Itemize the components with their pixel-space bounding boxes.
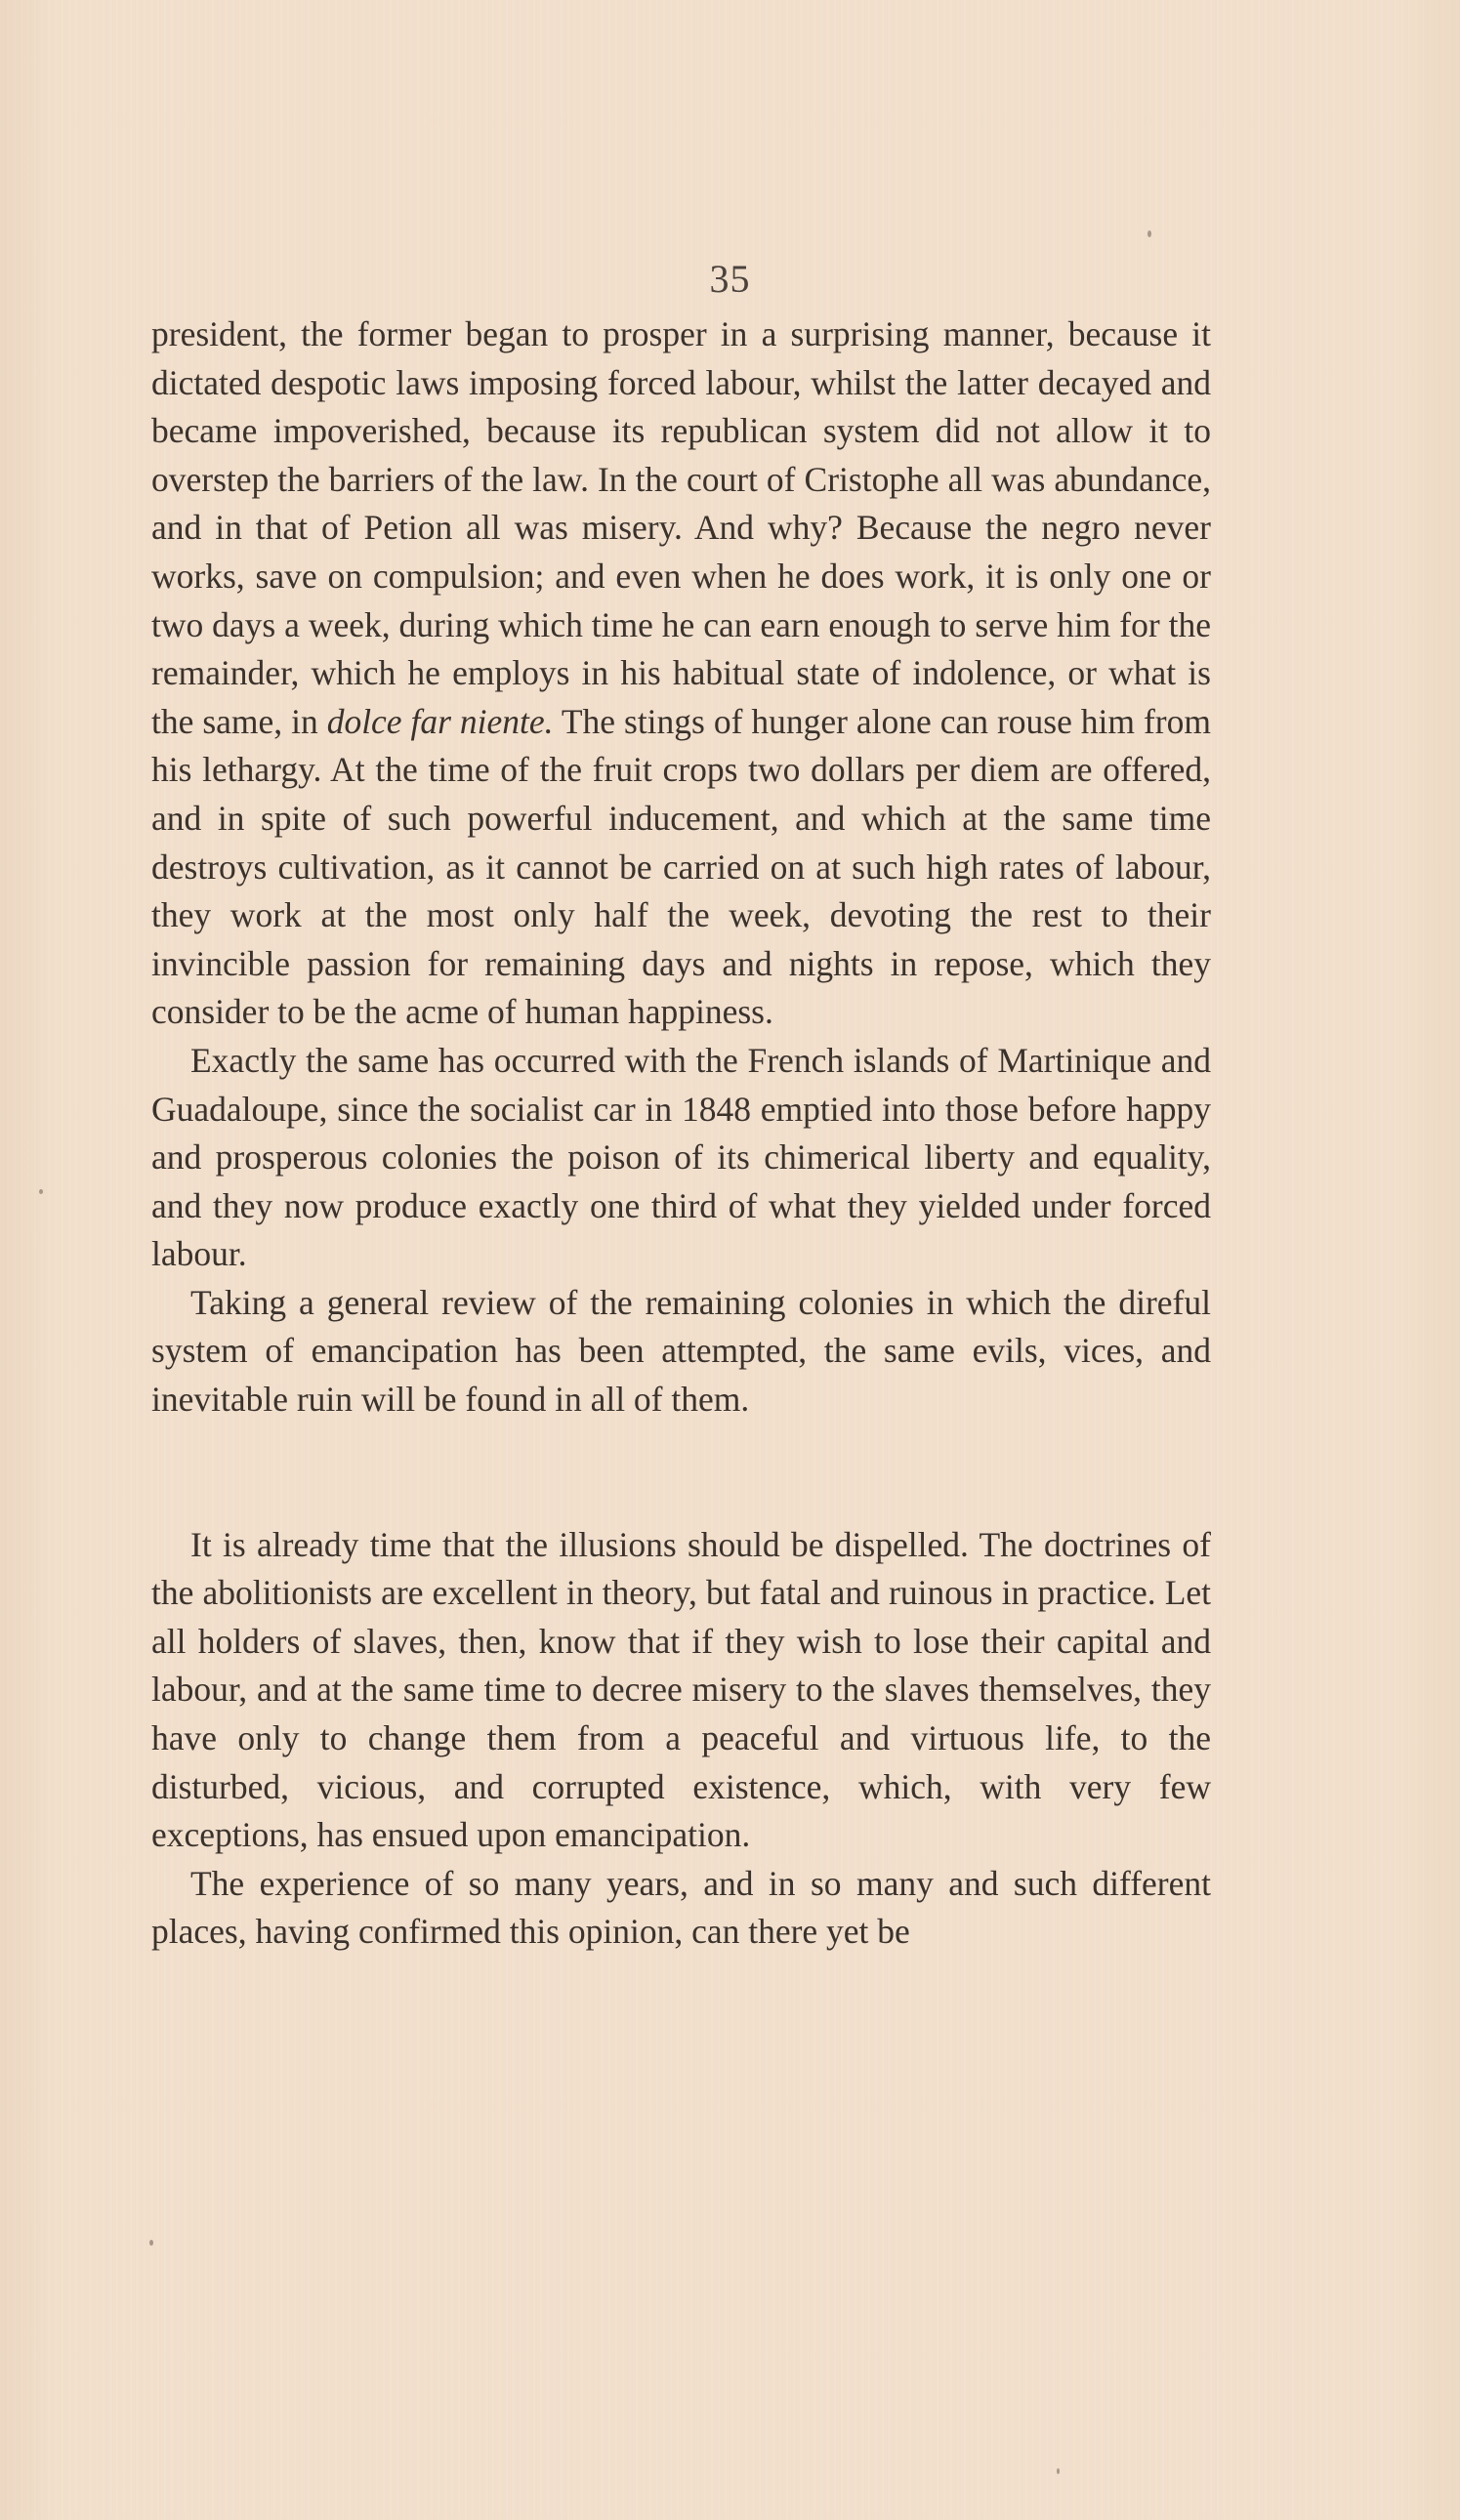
paragraph-continued bbox=[151, 310, 1211, 1037]
italic-phrase: dolce far niente. bbox=[326, 701, 554, 741]
paragraph: The experience of so many years, and in so many and such different places, having confirmed this opinion, can there yet be bbox=[151, 1863, 1211, 1952]
text-segment: president, the former began to prosper in a surprising manner, because it dictated despotic laws imposing forced labour, whilst the latter decayed and became impoverished, because its republican system did not allow it to overstep the barriers of the law. In the court of Cristophe all was abundance, and in that of Petion all was misery. And why? Because the negro never works, save on compulsion; and even when he does work, it is only one or two days a week, during which time he can earn enough to serve him for the remainder, which he employs in his habitual state of indolence, or what is the same, in bbox=[151, 314, 1211, 741]
paper-speck bbox=[39, 1189, 43, 1194]
page-number: 35 bbox=[709, 257, 751, 301]
paragraph: Exactly the same has occurred with the French islands of Martinique and Guadaloupe, since the socialist car in 1848 emptied into those before happy and prosperous colonies the poison of its chimerical liberty and equality, and they now produce exactly one third of what they yielded under forced labour. bbox=[151, 1040, 1211, 1274]
paragraph: Taking a general review of the remaining colonies in which the direful system of emancipation has been attempted, the same evils, vices, and inevitable ruin will be found in all of them. bbox=[151, 1282, 1211, 1420]
paragraph: It is already time that the illusions should be dispelled. The doctrines of the abolitionists are excellent in theory, but fatal and ruinous in practice. Let all holders of slaves, then, know that if they wish to lose their capital and labour, and at the same time to decree misery to the slaves themselves, they have only to change them from a peaceful and virtuous life, to the disturbed, vicious, and corrupted existence, which, with very few exceptions, has ensued upon emancipation. bbox=[151, 1524, 1211, 1855]
body-text bbox=[151, 310, 1211, 1957]
text-segment: The stings of hunger alone can rouse him from his lethargy. At the time of the fruit crops two dollars per diem are offered, and in spite of such powerful inducement, and which at the same time destroys cultivation, as it cannot be carried on at such high rates of labour, they work at the most only half the week, devoting the rest to their invincible passion for remaining days and nights in repose, which they consider to be the acme of human happiness. bbox=[151, 701, 1211, 1032]
paper-speck bbox=[1057, 2468, 1060, 2474]
paper-speck bbox=[1147, 230, 1151, 237]
paper-speck bbox=[149, 2240, 153, 2246]
